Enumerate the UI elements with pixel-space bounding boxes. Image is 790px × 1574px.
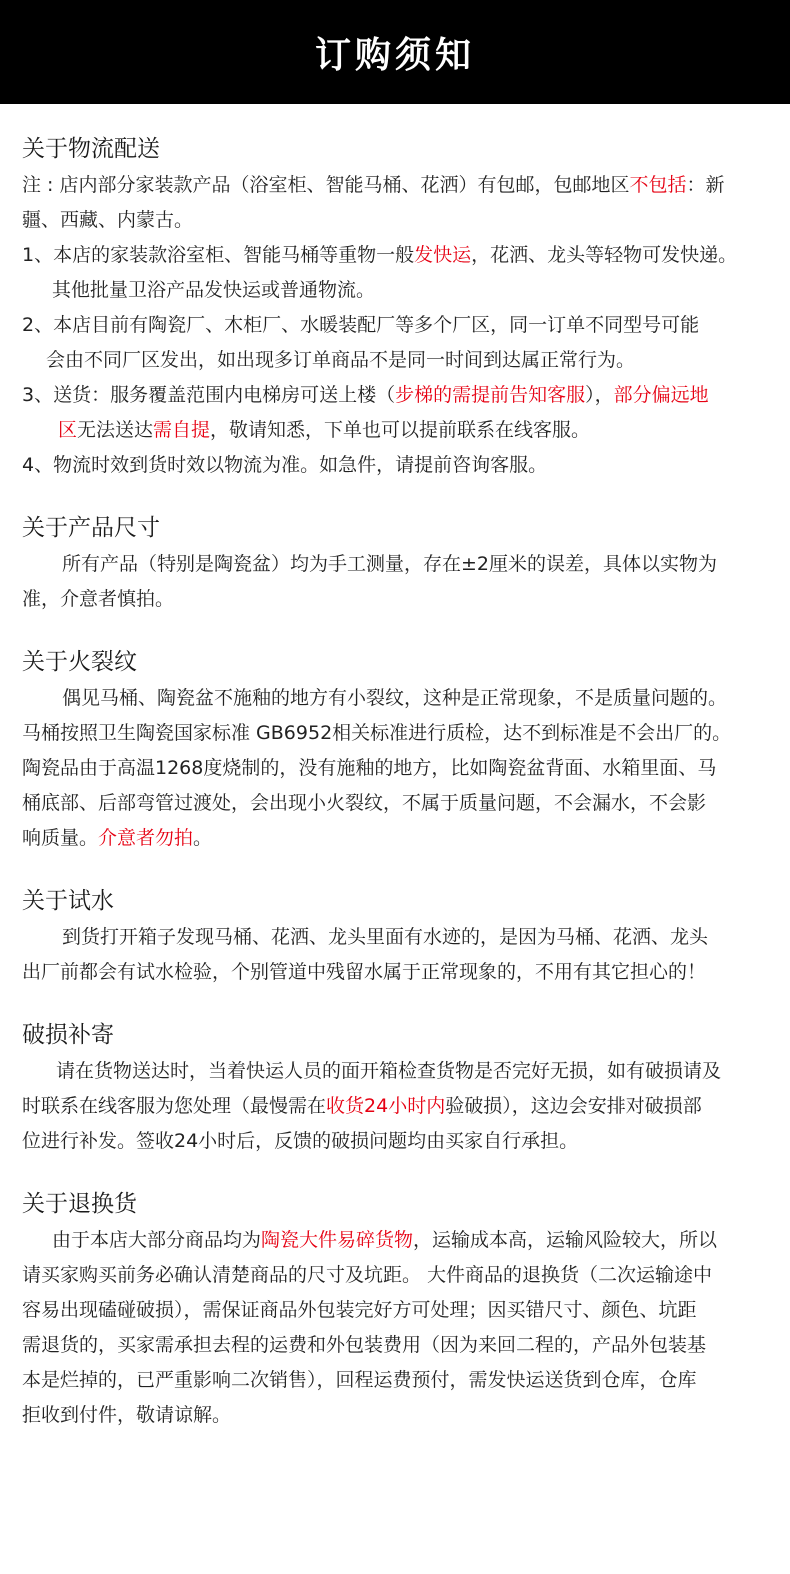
text-segment: 由于本店大部分商品均为 — [52, 1229, 262, 1251]
highlight-text: 步梯的需提前告知客服 — [395, 384, 586, 406]
text-line: 其他批量卫浴产品发快运或普通物流。 — [52, 279, 376, 301]
text-segment: ，运输成本高，运输风险较大，所以 — [413, 1229, 718, 1251]
text-line — [22, 1223, 768, 1258]
section-title: 破损补寄 — [22, 1022, 114, 1048]
text-segment: ：新 — [686, 174, 725, 196]
section-title: 关于产品尺寸 — [22, 515, 160, 541]
text-segment: 时联系在线客服为您处理（最慢需在 — [22, 1095, 327, 1117]
text-line: 拒收到付件，敬请谅解。 — [22, 1404, 232, 1426]
text-line — [22, 378, 768, 413]
text-line: 容易出现磕碰破损），需保证商品外包装完好方可处理；因买错尺寸、颜色、坑距 — [22, 1299, 697, 1321]
text-line: 2、本店目前有陶瓷厂、木柜厂、水暖装配厂等多个厂区，同一订单不同型号可能 — [22, 314, 700, 336]
section-logistics — [22, 132, 768, 483]
highlight-text: 不包括 — [629, 174, 687, 196]
text-line: 请在货物送达时，当着快运人员的面开箱检查货物是否完好无损，如有破损请及 — [56, 1060, 722, 1082]
highlight-text: 部分偏远地 — [613, 384, 709, 406]
text-line: 疆、西藏、内蒙古。 — [22, 209, 194, 231]
highlight-text: 收货24小时内 — [326, 1095, 446, 1117]
text-line — [22, 413, 768, 448]
text-line: 4、物流时效到货时效以物流为准。如急件，请提前咨询客服。 — [22, 454, 548, 476]
text-line: 马桶按照卫生陶瓷国家标准 GB6952相关标准进行质检，达不到标准是不会出厂的。 — [22, 722, 732, 744]
text-segment: ，花洒、龙头等轻物可发快递。 — [471, 244, 738, 266]
text-segment: 验破损），这边会安排对破损部 — [445, 1095, 702, 1117]
text-line — [22, 1089, 768, 1124]
text-line: 会由不同厂区发出，如出现多订单商品不是同一时间到达属正常行为。 — [46, 349, 636, 371]
section-water-test — [22, 884, 768, 990]
section-returns — [22, 1187, 768, 1433]
text-segment: 注 : 店内部分家装款产品（浴室柜、智能马桶、花洒）有包邮，包邮地区 — [22, 174, 630, 196]
text-line: 桶底部、后部弯管过渡处，会出现小火裂纹，不属于质量问题，不会漏水，不会影 — [22, 792, 707, 814]
text-line: 出厂前都会有试水检验，个别管道中残留水属于正常现象的，不用有其它担心的！ — [22, 961, 707, 983]
text-segment: ，敬请知悉，下单也可以提前联系在线客服。 — [210, 419, 591, 441]
highlight-text: 陶瓷大件易碎货物 — [261, 1229, 414, 1251]
text-line: 本是烂掉的，已严重影响二次销售），回程运费预付，需发快运送货到仓库，仓库 — [22, 1369, 697, 1391]
text-line: 请买家购买前务必确认清楚商品的尺寸及坑距。 大件商品的退换货（二次运输途中 — [22, 1264, 713, 1286]
highlight-text: 介意者勿拍 — [98, 827, 194, 849]
text-line: 陶瓷品由于高温1268度烧制的，没有施釉的地方，比如陶瓷盆背面、水箱里面、马 — [22, 757, 717, 779]
text-segment: 1、本店的家装款浴室柜、智能马桶等重物一般 — [22, 244, 415, 266]
section-title: 关于物流配送 — [22, 136, 160, 162]
section-title: 关于试水 — [22, 888, 114, 914]
text-line: 所有产品（特别是陶瓷盆）均为手工测量，存在±2厘米的误差，具体以实物为 — [62, 553, 718, 575]
section-crack — [22, 645, 768, 856]
section-title: 关于退换货 — [22, 1191, 137, 1217]
highlight-text: 发快运 — [414, 244, 472, 266]
text-segment: 。 — [193, 827, 213, 849]
highlight-text: 区 — [58, 419, 78, 441]
text-line: 需退货的，买家需承担去程的运费和外包装费用（因为来回二程的，产品外包装基 — [22, 1334, 707, 1356]
text-segment: ）， — [585, 384, 614, 406]
text-line: 到货打开箱子发现马桶、花洒、龙头里面有水迹的，是因为马桶、花洒、龙头 — [62, 926, 709, 948]
text-line — [22, 238, 768, 273]
text-segment: 无法送达 — [77, 419, 154, 441]
page-header — [0, 0, 790, 104]
text-line: 准，介意者慎拍。 — [22, 588, 175, 610]
section-damage — [22, 1018, 768, 1159]
section-title: 关于火裂纹 — [22, 649, 137, 675]
text-segment: 3、送货：服务覆盖范围内电梯房可送上楼（ — [22, 384, 396, 406]
section-size — [22, 511, 768, 617]
highlight-text: 需自提 — [153, 419, 211, 441]
page-title: 订购须知 — [314, 34, 475, 76]
notice-content — [0, 104, 790, 1433]
text-line — [22, 168, 768, 203]
text-line: 位进行补发。签收24小时后，反馈的破损问题均由买家自行承担。 — [22, 1130, 579, 1152]
text-line — [22, 821, 768, 856]
text-segment: 响质量。 — [22, 827, 99, 849]
text-line: 偶见马桶、陶瓷盆不施釉的地方有小裂纹，这种是正常现象，不是质量问题的。 — [62, 687, 728, 709]
